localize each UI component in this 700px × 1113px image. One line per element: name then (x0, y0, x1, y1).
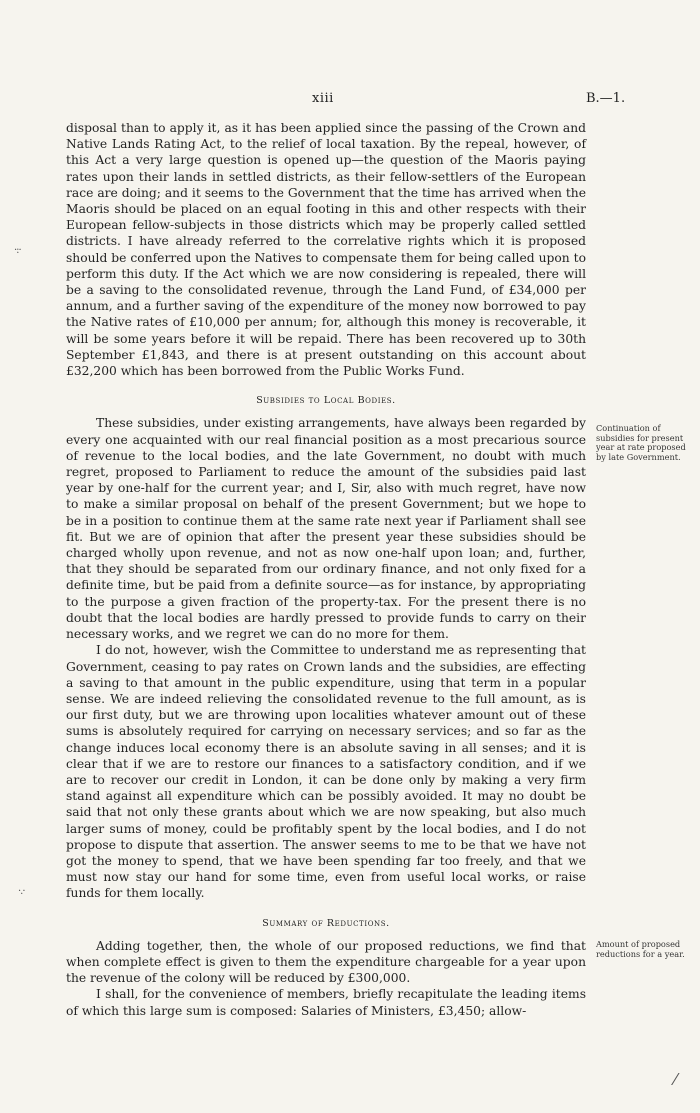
sidenote-amount: Amount of proposed reductions for a year. (596, 939, 685, 959)
paper-reference: B.—1. (586, 91, 626, 106)
section-heading-subsidies: Subsidies to Local Bodies. (256, 395, 396, 407)
paragraph: These subsidies, under existing arrangements, have always been regarded by every one acquainted with our real financial position as a most precarious source of revenue to the local bodies, and the late Government, no doubt with much regret, proposed to Parliament to reduce the amount of the subsidies paid last year by one-half for the current year; and I, Sir, also with much regret, have now to make a similar proposal on behalf of the present Government; but we hope to be in a position to continue them at the same rate next year if Parliament shall see fit. But we are of opinion that after the present year these subsidies should be charged wholly upon revenue, and not as now one-half upon loan; and, further, that they should be separated from our ordinary finance, and not only fixed for a definite time, but be paid from a definite source—as for instance, by appropriating to the purpose a given fraction of the property-tax. For the present there is no doubt that the local bodies are hardly pressed to provide funds to carry on their necessary works, and we regret we can do no more for them. (66, 416, 586, 642)
section-heading-summary: Summary of Reductions. (262, 917, 390, 929)
page-number: xiii (312, 91, 334, 106)
margin-mark: ⁄ (674, 1070, 676, 1089)
paragraph: Adding together, then, the whole of our proposed reductions, we find that when complete effect is given to them the expenditure chargeable for a year upon the revenue of the colony will be reduced by £300,000. (66, 938, 586, 986)
margin-mark: ·:· (14, 245, 21, 256)
margin-mark: ·.· (18, 886, 25, 897)
body-text (66, 120, 586, 1019)
paragraph: I shall, for the convenience of members, briefly recapitulate the leading items of which this large sum is composed: Salaries of Ministers, £3,450; allow- (66, 987, 586, 1018)
paragraph: I do not, however, wish the Committee to understand me as representing that Government, ceasing to pay rates on Crown lands and the subsidies, are effecting a saving to that amount in the public expenditure, using that term in a popular sense. We are indeed relieving the consolidated revenue to the full amount, as is our first duty, but we are throwing upon localities whatever amount out of these sums is absolutely required for carrying on necessary services; and so far as the change induces local economy there is an absolute saving in all senses; and it is clear that if we are to restore our finances to a satisfactory condition, and if we are to recover our credit in London, it can be done only by making a very firm stand against all expenditure which can be possibly avoided. It may no doubt be said that not only these grants about which we are now speaking, but also much larger sums of money, could be profitably spent by the local bodies, and I do not propose to dispute that assertion. The answer seems to me to be that we have not got the money to spend, that we have been spending far too freely, and that we must now stay our hand for some time, even from useful local works, or raise funds for them locally. (66, 643, 586, 901)
paragraph: disposal than to apply it, as it has been applied since the passing of the Crown and Native Lands Rating Act, to the relief of local taxation. By the repeal, however, of this Act a very large question is opened up—the question of the Maoris paying rates upon their lands in settled districts, as their fellow-settlers of the European race are doing; and it seems to the Government that the time has arrived when the Maoris should be placed on an equal footing in this and other respects with their European fellow-subjects in those districts which may be properly called settled districts. I have already referred to the correlative rights which it is proposed should be conferred upon the Natives to compensate them for being called upon to perform this duty. If the Act which we are now considering is repealed, there will be a saving to the consolidated revenue, through the Land Fund, of £34,000 per annum, and a further saving of the expenditure of the money now borrowed to pay the Native rates of £10,000 per annum; for, although this money is recoverable, it will be some years before it will be repaid. There has been recovered up to 30th September £1,843, and there is at present outstanding on this account about £32,200 which has been borrowed from the Public Works Fund. (66, 121, 586, 379)
sidenote-continuation: Continuation of subsidies for present year at rate proposed by late Government. (596, 423, 686, 462)
